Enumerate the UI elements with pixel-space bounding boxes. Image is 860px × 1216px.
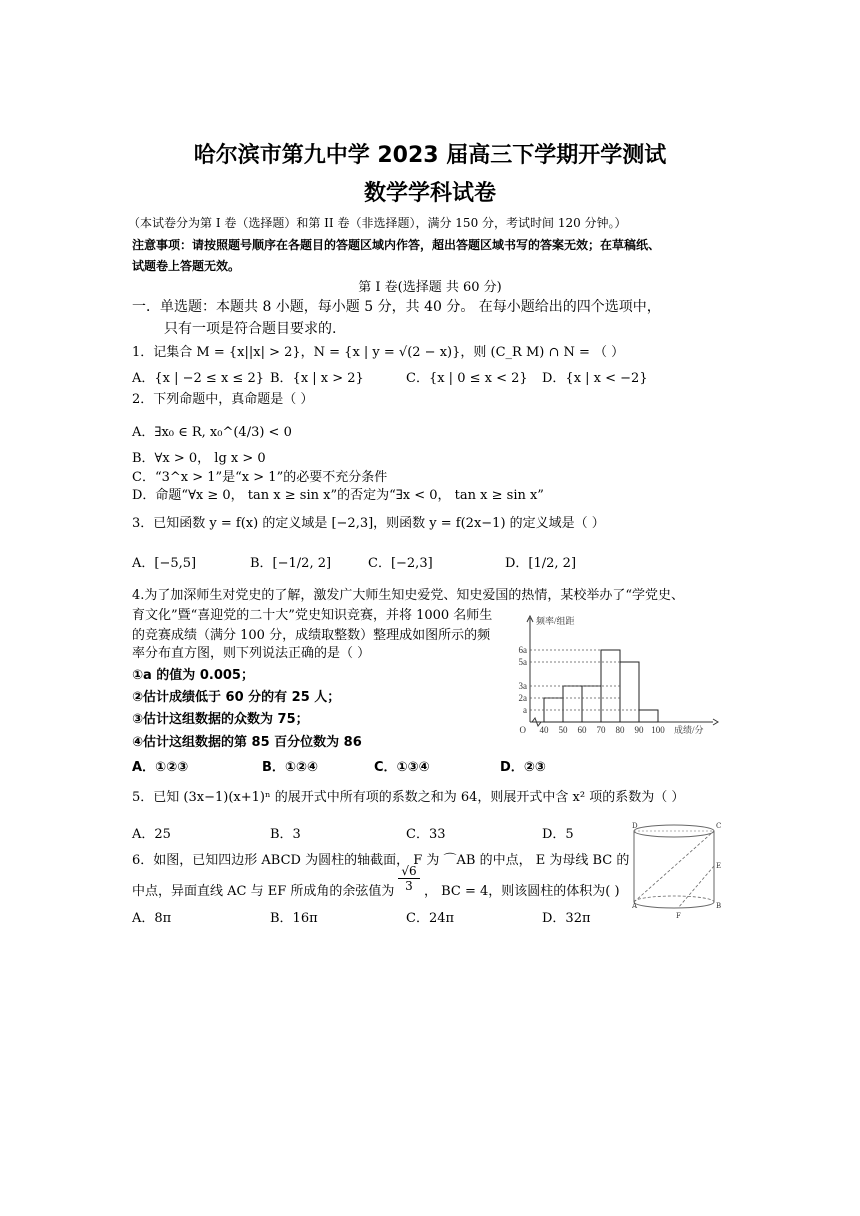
q3-option-c: C．[−2,3]	[368, 556, 433, 571]
q6-line-2b: ， BC = 4，则该圆柱的体积为( )	[424, 884, 620, 899]
q3-stem: 3．已知函数 y = f(x) 的定义域是 [−2,3]，则函数 y = f(2x−1) 的定义域是（ ）	[132, 516, 605, 531]
q4-line-4: 率分布直方图，则下列说法正确的是（ ）	[132, 646, 371, 661]
x-axis-arrow	[713, 719, 718, 725]
cylinder-label-d: D	[632, 822, 638, 830]
x-tick-label: 80	[615, 725, 625, 735]
origin-label: O	[519, 725, 526, 735]
q4-statement-3: ③估计这组数据的众数为 75；	[132, 712, 309, 727]
y-tick-label: a	[523, 705, 527, 715]
y-axis-label: 频率/组距	[536, 616, 575, 626]
q4-option-d: D．②③	[500, 760, 546, 775]
q4-statement-4: ④估计这组数据的第 85 百分位数为 86	[132, 735, 362, 750]
cylinder-label-c: C	[716, 822, 722, 830]
q5-option-d: D．5	[542, 827, 574, 842]
y-tick-label: 5a	[518, 657, 527, 667]
x-tick-label: 90	[634, 725, 644, 735]
exam-intro: （本试卷分为第 I 卷（选择题）和第 II 卷（非选择题），满分 150 分，考试时间 120 分钟。）	[128, 216, 627, 230]
q5-option-a: A．25	[132, 827, 171, 842]
q2-stem: 2．下列命题中，真命题是（ ）	[132, 392, 314, 407]
q6-line-1: 6．如图，已知四边形 ABCD 为圆柱的轴截面， F 为 ⌒AB 的中点， E 为母线 BC 的	[132, 853, 630, 868]
exam-subtitle: 数学学科试卷	[363, 181, 496, 206]
q2-option-b: B．∀x > 0， lg x > 0	[132, 451, 266, 466]
x-tick-label: 100	[651, 725, 665, 735]
q6-fraction	[398, 864, 420, 893]
q5-stem: 5．已知 (3x−1)(x+1)ⁿ 的展开式中所有项的系数之和为 64，则展开式中含 x² 项的系数为（ ）	[132, 790, 685, 805]
x-axis-label: 成绩/分	[674, 725, 704, 735]
q4-statement-2: ②估计成绩低于 60 分的有 25 人；	[132, 690, 341, 705]
cylinder-figure	[632, 820, 724, 920]
q4-option-a: A．①②③	[132, 760, 189, 775]
q2-option-d: D．命题“∀x ≥ 0， tan x ≥ sin x”的否定为“∃x < 0， tan x ≥ sin x”	[132, 488, 544, 503]
y-tick-label: 6a	[518, 645, 527, 655]
histogram-bar	[620, 662, 639, 722]
q6-fraction-numerator: √6	[398, 864, 420, 879]
x-tick-label: 40	[539, 725, 549, 735]
x-tick-label: 70	[596, 725, 606, 735]
section-instruction-1: 一．单选题：本题共 8 小题，每小题 5 分，共 40 分。 在每小题给出的四个选项中，	[132, 299, 661, 315]
y-tick-label: 2a	[518, 693, 527, 703]
notice-line-1: 注意事项：请按照题号顺序在各题目的答题区域内作答，超出答题区域书写的答案无效；在草稿纸、	[132, 238, 661, 252]
q6-option-c: C．24π	[406, 911, 455, 926]
q1-option-d: D．{x | x < −2}	[542, 371, 648, 386]
cylinder-label-a: A	[632, 902, 638, 910]
q2-option-a: A．∃x₀ ∈ R, x₀^(4/3) < 0	[132, 425, 292, 440]
cylinder-label-f: F	[676, 912, 681, 920]
section-heading: 第 I 卷(选择题 共 60 分)	[358, 280, 502, 295]
q1-option-a: A．{x | −2 ≤ x ≤ 2}	[132, 371, 264, 386]
q6-fraction-denominator: 3	[405, 879, 413, 893]
x-tick-label: 50	[558, 725, 568, 735]
exam-title: 哈尔滨市第九中学 2023 届高三下学期开学测试	[193, 143, 667, 168]
histogram-bar	[582, 686, 601, 722]
q2-option-c: C．“3^x > 1”是“x > 1”的必要不充分条件	[132, 470, 388, 485]
cylinder-label-e: E	[716, 862, 722, 870]
cylinder-label-b: B	[716, 902, 722, 910]
q1-option-b: B．{x | x > 2}	[270, 371, 364, 386]
x-tick-label: 60	[577, 725, 587, 735]
q6-option-d: D．32π	[542, 911, 591, 926]
q1-stem: 1．记集合 M = {x||x| > 2}，N = {x | y = √(2 − x)}，则 (C_R M) ∩ N = （ ）	[132, 345, 625, 360]
q4-option-b: B．①②④	[262, 760, 318, 775]
q4-line-1: 4.为了加深师生对党史的了解，激发广大师生知史爱党、知史爱国的热情，某校举办了“学党史、	[132, 588, 685, 603]
histogram-bar	[563, 686, 582, 722]
q6-option-b: B．16π	[270, 911, 318, 926]
q6-line-2a: 中点，异面直线 AC 与 EF 所成角的余弦值为	[132, 884, 395, 899]
histogram-bar	[639, 710, 658, 722]
q4-line-3: 的竞赛成绩（满分 100 分，成绩取整数）整理成如图所示的频	[132, 628, 491, 643]
frequency-histogram	[508, 612, 720, 740]
q4-line-2: 育文化”暨“喜迎党的二十大”党史知识竞赛，并将 1000 名师生	[132, 608, 493, 623]
q5-option-b: B．3	[270, 827, 301, 842]
q5-option-c: C．33	[406, 827, 446, 842]
notice-line-2: 试题卷上答题无效。	[132, 259, 241, 273]
q3-option-d: D．[1/2, 2]	[505, 556, 577, 571]
q6-option-a: A．8π	[132, 911, 172, 926]
q4-statement-1: ①a 的值为 0.005；	[132, 668, 254, 683]
q3-option-a: A．[−5,5]	[132, 556, 197, 571]
y-tick-label: 3a	[518, 681, 527, 691]
q3-option-b: B．[−1/2, 2]	[250, 556, 332, 571]
q1-option-c: C．{x | 0 ≤ x < 2}	[406, 371, 528, 386]
q4-option-c: C．①③④	[374, 760, 430, 775]
section-instruction-2: 只有一项是符合题目要求的.	[164, 321, 337, 337]
